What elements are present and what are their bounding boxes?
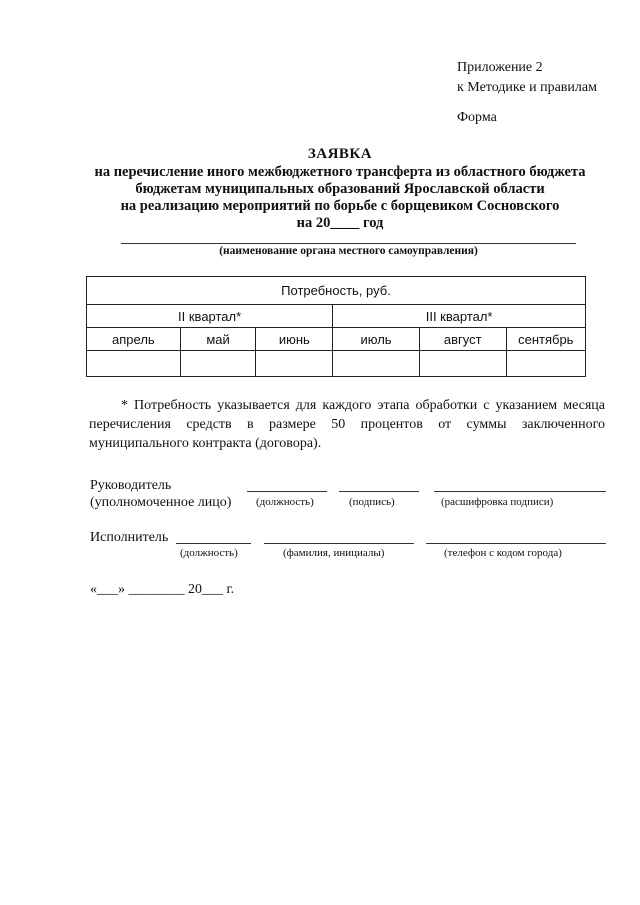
heading-line-3: на реализацию мероприятий по борьбе с борщевиком Сосновского	[120, 198, 560, 214]
june-amount-cell[interactable]	[256, 351, 333, 377]
quarter-3-header: III квартал*	[333, 305, 586, 328]
head-label: Руководитель	[90, 478, 172, 493]
month-september-header: сентябрь	[506, 328, 585, 351]
document-heading	[60, 146, 620, 232]
executor-name-line[interactable]	[264, 543, 414, 544]
appendix-number: Приложение 2	[457, 60, 543, 75]
month-june-header: июнь	[256, 328, 333, 351]
executor-phone-line[interactable]	[426, 543, 606, 544]
month-may-header: май	[180, 328, 256, 351]
executor-phone-caption: (телефон с кодом города)	[444, 547, 562, 559]
month-april-header: апрель	[87, 328, 181, 351]
appendix-document: к Методике и правилам	[457, 80, 597, 95]
head-label-subtitle: (уполномоченное лицо)	[90, 495, 232, 510]
head-position-line[interactable]	[247, 491, 327, 492]
org-name-line	[121, 243, 576, 244]
month-july-header: июль	[333, 328, 420, 351]
funding-needs-table	[86, 276, 586, 377]
heading-line-1: на перечисление иного межбюджетного трансферта из областного бюджета	[94, 164, 586, 180]
executor-label: Исполнитель	[90, 530, 169, 545]
executor-name-caption: (фамилия, инициалы)	[283, 547, 385, 559]
form-label: Форма	[457, 110, 497, 125]
month-august-header: август	[419, 328, 506, 351]
footnote	[89, 396, 605, 453]
head-signature-line[interactable]	[339, 491, 419, 492]
heading-line-4: на 20____ год	[296, 215, 384, 231]
april-amount-cell[interactable]	[87, 351, 181, 377]
head-signature-caption: (подпись)	[349, 496, 395, 508]
head-position-caption: (должность)	[256, 496, 314, 508]
head-name-line[interactable]	[434, 491, 606, 492]
table-header-needs: Потребность, руб.	[87, 277, 586, 305]
footnote-text: * Потребность указывается для каждого этапа обработки с указанием месяца перечисления средств в размере 50 процентов от суммы заключенного муниципального контракта (договора).	[89, 398, 605, 451]
executor-position-line[interactable]	[176, 543, 251, 544]
may-amount-cell[interactable]	[180, 351, 256, 377]
head-name-caption: (расшифровка подписи)	[441, 496, 554, 508]
july-amount-cell[interactable]	[333, 351, 420, 377]
august-amount-cell[interactable]	[419, 351, 506, 377]
executor-position-caption: (должность)	[180, 547, 238, 559]
date-field[interactable]: «___» ________ 20___ г.	[90, 582, 235, 597]
heading-line-2: бюджетам муниципальных образований Ярославской области	[135, 181, 545, 197]
september-amount-cell[interactable]	[506, 351, 585, 377]
appendix-reference	[457, 58, 597, 98]
org-name-caption: (наименование органа местного самоуправления)	[219, 245, 478, 257]
quarter-2-header: II квартал*	[87, 305, 333, 328]
document-title: ЗАЯВКА	[307, 146, 373, 162]
